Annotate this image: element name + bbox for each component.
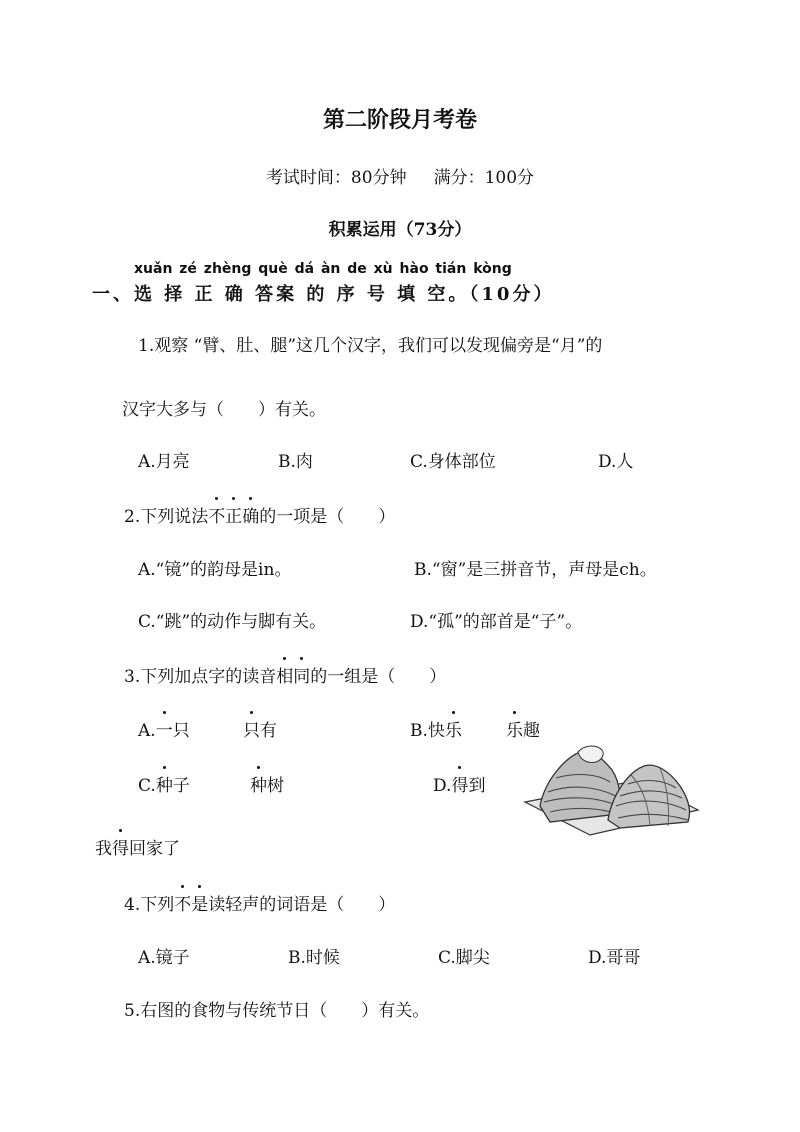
dotted-char: 乐 [506,716,523,741]
char: 只 [172,721,190,741]
dotted-char: 同 [293,662,310,687]
q3-stem-pre: 3.下列加点字的读音 [124,667,277,687]
q4-stem [124,890,395,915]
zongzi-illustration [520,740,700,840]
dotted-char: 正 [225,502,242,527]
q2-dotted-chars [208,502,259,527]
char: 趣 [523,721,540,741]
label: A. [138,721,156,741]
q1-option-a: A.月亮 [138,452,190,472]
exam-info: 考试时间：80分钟 满分：100分 [265,168,535,188]
q2-stem-dotted [208,507,259,527]
q1-stem-line2: 汉字大多与（ ）有关。 [122,400,326,420]
q4-option-a: A.镜子 [138,948,190,968]
q2-stem-post: 的一项是（ ） [259,507,396,527]
q3-option-c-word2 [250,771,284,796]
q3-option-b-word1 [410,716,462,741]
q1-option-b: B.肉 [278,452,313,472]
dotted-char: 种 [250,771,267,796]
q1-stem-line1: 1.观察 “臂、肚、腿”这几个汉字，我们可以发现偏旁是“月”的 [138,336,603,356]
q5-stem: 5.右图的食物与传统节日（ ）有关。 [124,1001,430,1021]
dotted-char: 种 [156,771,173,796]
q3-option-a-word2 [243,716,277,741]
pinyin-line: xuǎn zé zhèng què dá àn de xù hào tián kòng [134,261,512,277]
q4-option-c: C.脚尖 [438,948,490,968]
label: C. [138,776,156,796]
dotted-char: 不 [174,890,191,915]
q3-stem-post: 的一组是（ ） [310,667,447,687]
char: 树 [267,776,284,796]
char: 我 [95,839,112,859]
q2-option-a: A.“镜”的韵母是in。 [138,560,292,580]
dotted-char: 确 [242,502,259,527]
q3-stem [124,662,446,687]
q4-stem-post: 读轻声的词语是（ ） [208,895,396,915]
label: B.快 [410,721,445,741]
question-group-heading: 一、选 择 正 确 答案 的 序 号 填 空。（10分） [92,284,555,305]
q3-option-a-word1 [138,716,190,741]
dotted-char: 乐 [445,716,462,741]
dotted-char: 不 [208,502,225,527]
dotted-char: 得 [112,834,129,859]
q4-dotted-chars [174,890,208,915]
q1-option-d: D.人 [598,452,634,472]
q2-option-b: B.“窗”是三拼音节，声母是ch。 [414,560,657,580]
section-title: 积累运用（73分） [328,220,472,240]
q2-option-c: C.“跳”的动作与脚有关。 [138,612,327,632]
dotted-char: 是 [191,890,208,915]
dotted-char: 一 [156,716,173,741]
q2-option-d: D.“孤”的部首是“子”。 [410,612,583,632]
q3-option-c-word1 [138,771,190,796]
q4-option-b: B.时候 [288,948,340,968]
char: 子 [172,776,190,796]
q3-option-d-word1 [433,771,485,796]
char: 回家了 [129,839,180,859]
dotted-char: 得 [451,771,468,796]
char: 到 [468,776,486,796]
page-title: 第二阶段月考卷 [322,107,477,133]
label: D. [433,776,452,796]
q2-stem-pre: 2.下列说法 [124,507,209,527]
q3-dotted-chars [276,662,310,687]
dotted-char: 相 [276,662,293,687]
q3-option-b-word2 [506,716,540,741]
q4-stem-pre: 4.下列 [124,895,175,915]
q3-option-d-word2 [95,834,180,859]
q1-option-c: C.身体部位 [410,452,496,472]
dotted-char: 只 [243,716,260,741]
q4-option-d: D.哥哥 [588,948,641,968]
q2-stem [124,502,395,527]
char: 有 [260,721,277,741]
